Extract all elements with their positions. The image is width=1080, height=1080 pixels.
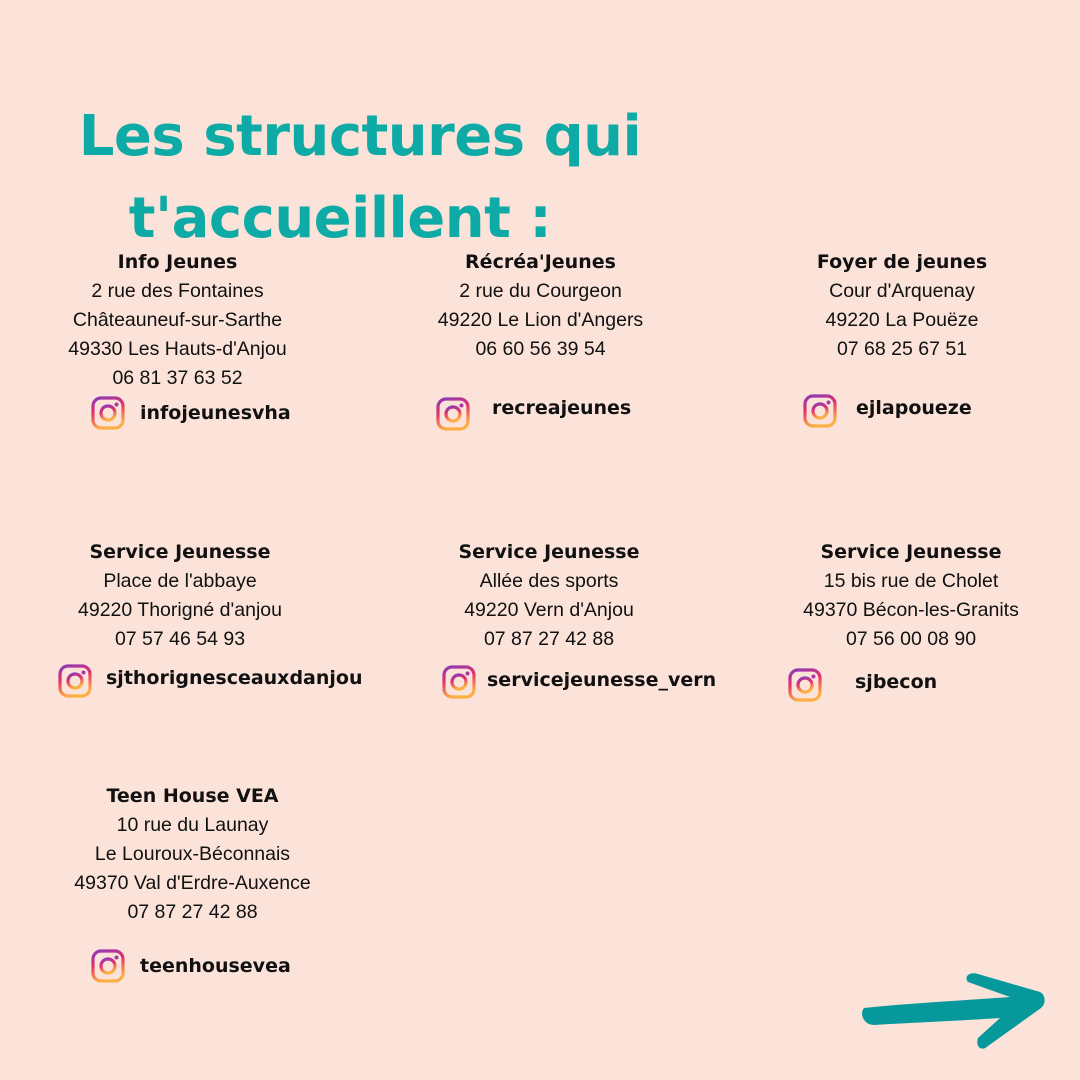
structure-card-foyer-de-jeunes <box>780 248 1024 364</box>
address-line: 49220 Le Lion d'Angers <box>437 309 644 331</box>
structure-card-teen-house-vea <box>50 782 335 927</box>
instagram-link-servicejeunesse-vern[interactable] <box>441 664 716 700</box>
structure-card-recrea-jeunes <box>408 248 673 364</box>
address-line: 49330 Les Hauts-d'Anjou <box>68 338 287 360</box>
phone-number: 07 57 46 54 93 <box>114 628 246 650</box>
structure-name: Service Jeunesse <box>89 541 271 563</box>
instagram-handle[interactable]: sjthorignesceauxdanjou <box>106 667 363 689</box>
instagram-link-sjbecon[interactable] <box>787 667 937 703</box>
phone-number: 06 60 56 39 54 <box>475 338 606 360</box>
address-line: Place de l'abbaye <box>103 570 257 592</box>
phone-number: 07 87 27 42 88 <box>483 628 615 650</box>
page-title <box>70 96 650 260</box>
address-line: Cour d'Arquenay <box>829 280 975 302</box>
instagram-handle[interactable]: sjbecon <box>855 671 938 693</box>
structure-card-service-jeunesse-becon <box>780 538 1042 654</box>
instagram-icon <box>90 948 126 984</box>
address-line: 49220 Thorigné d'anjou <box>78 599 282 621</box>
phone-number: 07 87 27 42 88 <box>127 901 258 923</box>
instagram-icon <box>90 395 126 431</box>
address-line: Le Louroux-Béconnais <box>94 843 291 865</box>
instagram-icon <box>441 664 477 700</box>
address-line: Allée des sports <box>479 570 619 592</box>
structure-name: Service Jeunesse <box>820 541 1002 563</box>
instagram-link-teenhousevea[interactable] <box>90 948 291 984</box>
structure-card-service-jeunesse-thorigne <box>40 538 320 654</box>
instagram-icon <box>435 396 471 432</box>
instagram-handle[interactable]: servicejeunesse_vern <box>487 669 717 691</box>
address-line: 10 rue du Launay <box>116 814 269 836</box>
instagram-icon <box>802 393 838 429</box>
instagram-link-infojeunesvha[interactable] <box>90 395 291 431</box>
address-line: Châteauneuf-sur-Sarthe <box>72 309 283 331</box>
address-line: 15 bis rue de Cholet <box>823 570 999 592</box>
address-line: 49370 Bécon-les-Granits <box>803 599 1019 621</box>
instagram-link-recreajeunes[interactable] <box>435 396 631 432</box>
structure-name: Info Jeunes <box>117 251 238 273</box>
instagram-handle[interactable]: recreajeunes <box>492 397 632 419</box>
arrow-right-icon[interactable] <box>860 968 1050 1060</box>
address-line: 49220 La Pouëze <box>825 309 979 331</box>
phone-number: 06 81 37 63 52 <box>112 367 243 389</box>
structure-name: Teen House VEA <box>106 785 279 807</box>
structure-name: Service Jeunesse <box>458 541 640 563</box>
phone-number: 07 68 25 67 51 <box>836 338 968 360</box>
instagram-icon <box>787 667 823 703</box>
instagram-link-sjthorignesceauxdanjou[interactable] <box>57 663 362 699</box>
address-line: 49220 Vern d'Anjou <box>464 599 634 621</box>
title-line-2: t'accueillent : <box>128 185 552 251</box>
title-line-1: Les structures qui <box>78 103 642 169</box>
address-line: 2 rue des Fontaines <box>91 280 264 302</box>
structure-card-info-jeunes <box>40 248 315 393</box>
structure-card-service-jeunesse-vern <box>420 538 678 654</box>
address-line: 49370 Val d'Erdre-Auxence <box>74 872 311 894</box>
instagram-handle[interactable]: infojeunesvha <box>140 402 291 424</box>
phone-number: 07 56 00 08 90 <box>845 628 977 650</box>
instagram-handle[interactable]: ejlapoueze <box>856 397 972 419</box>
address-line: 2 rue du Courgeon <box>459 280 622 302</box>
structure-name: Foyer de jeunes <box>816 251 988 273</box>
instagram-icon <box>57 663 93 699</box>
instagram-link-ejlapoueze[interactable] <box>802 393 972 429</box>
structure-name: Récréa'Jeunes <box>465 251 616 273</box>
instagram-handle[interactable]: teenhousevea <box>140 955 291 977</box>
